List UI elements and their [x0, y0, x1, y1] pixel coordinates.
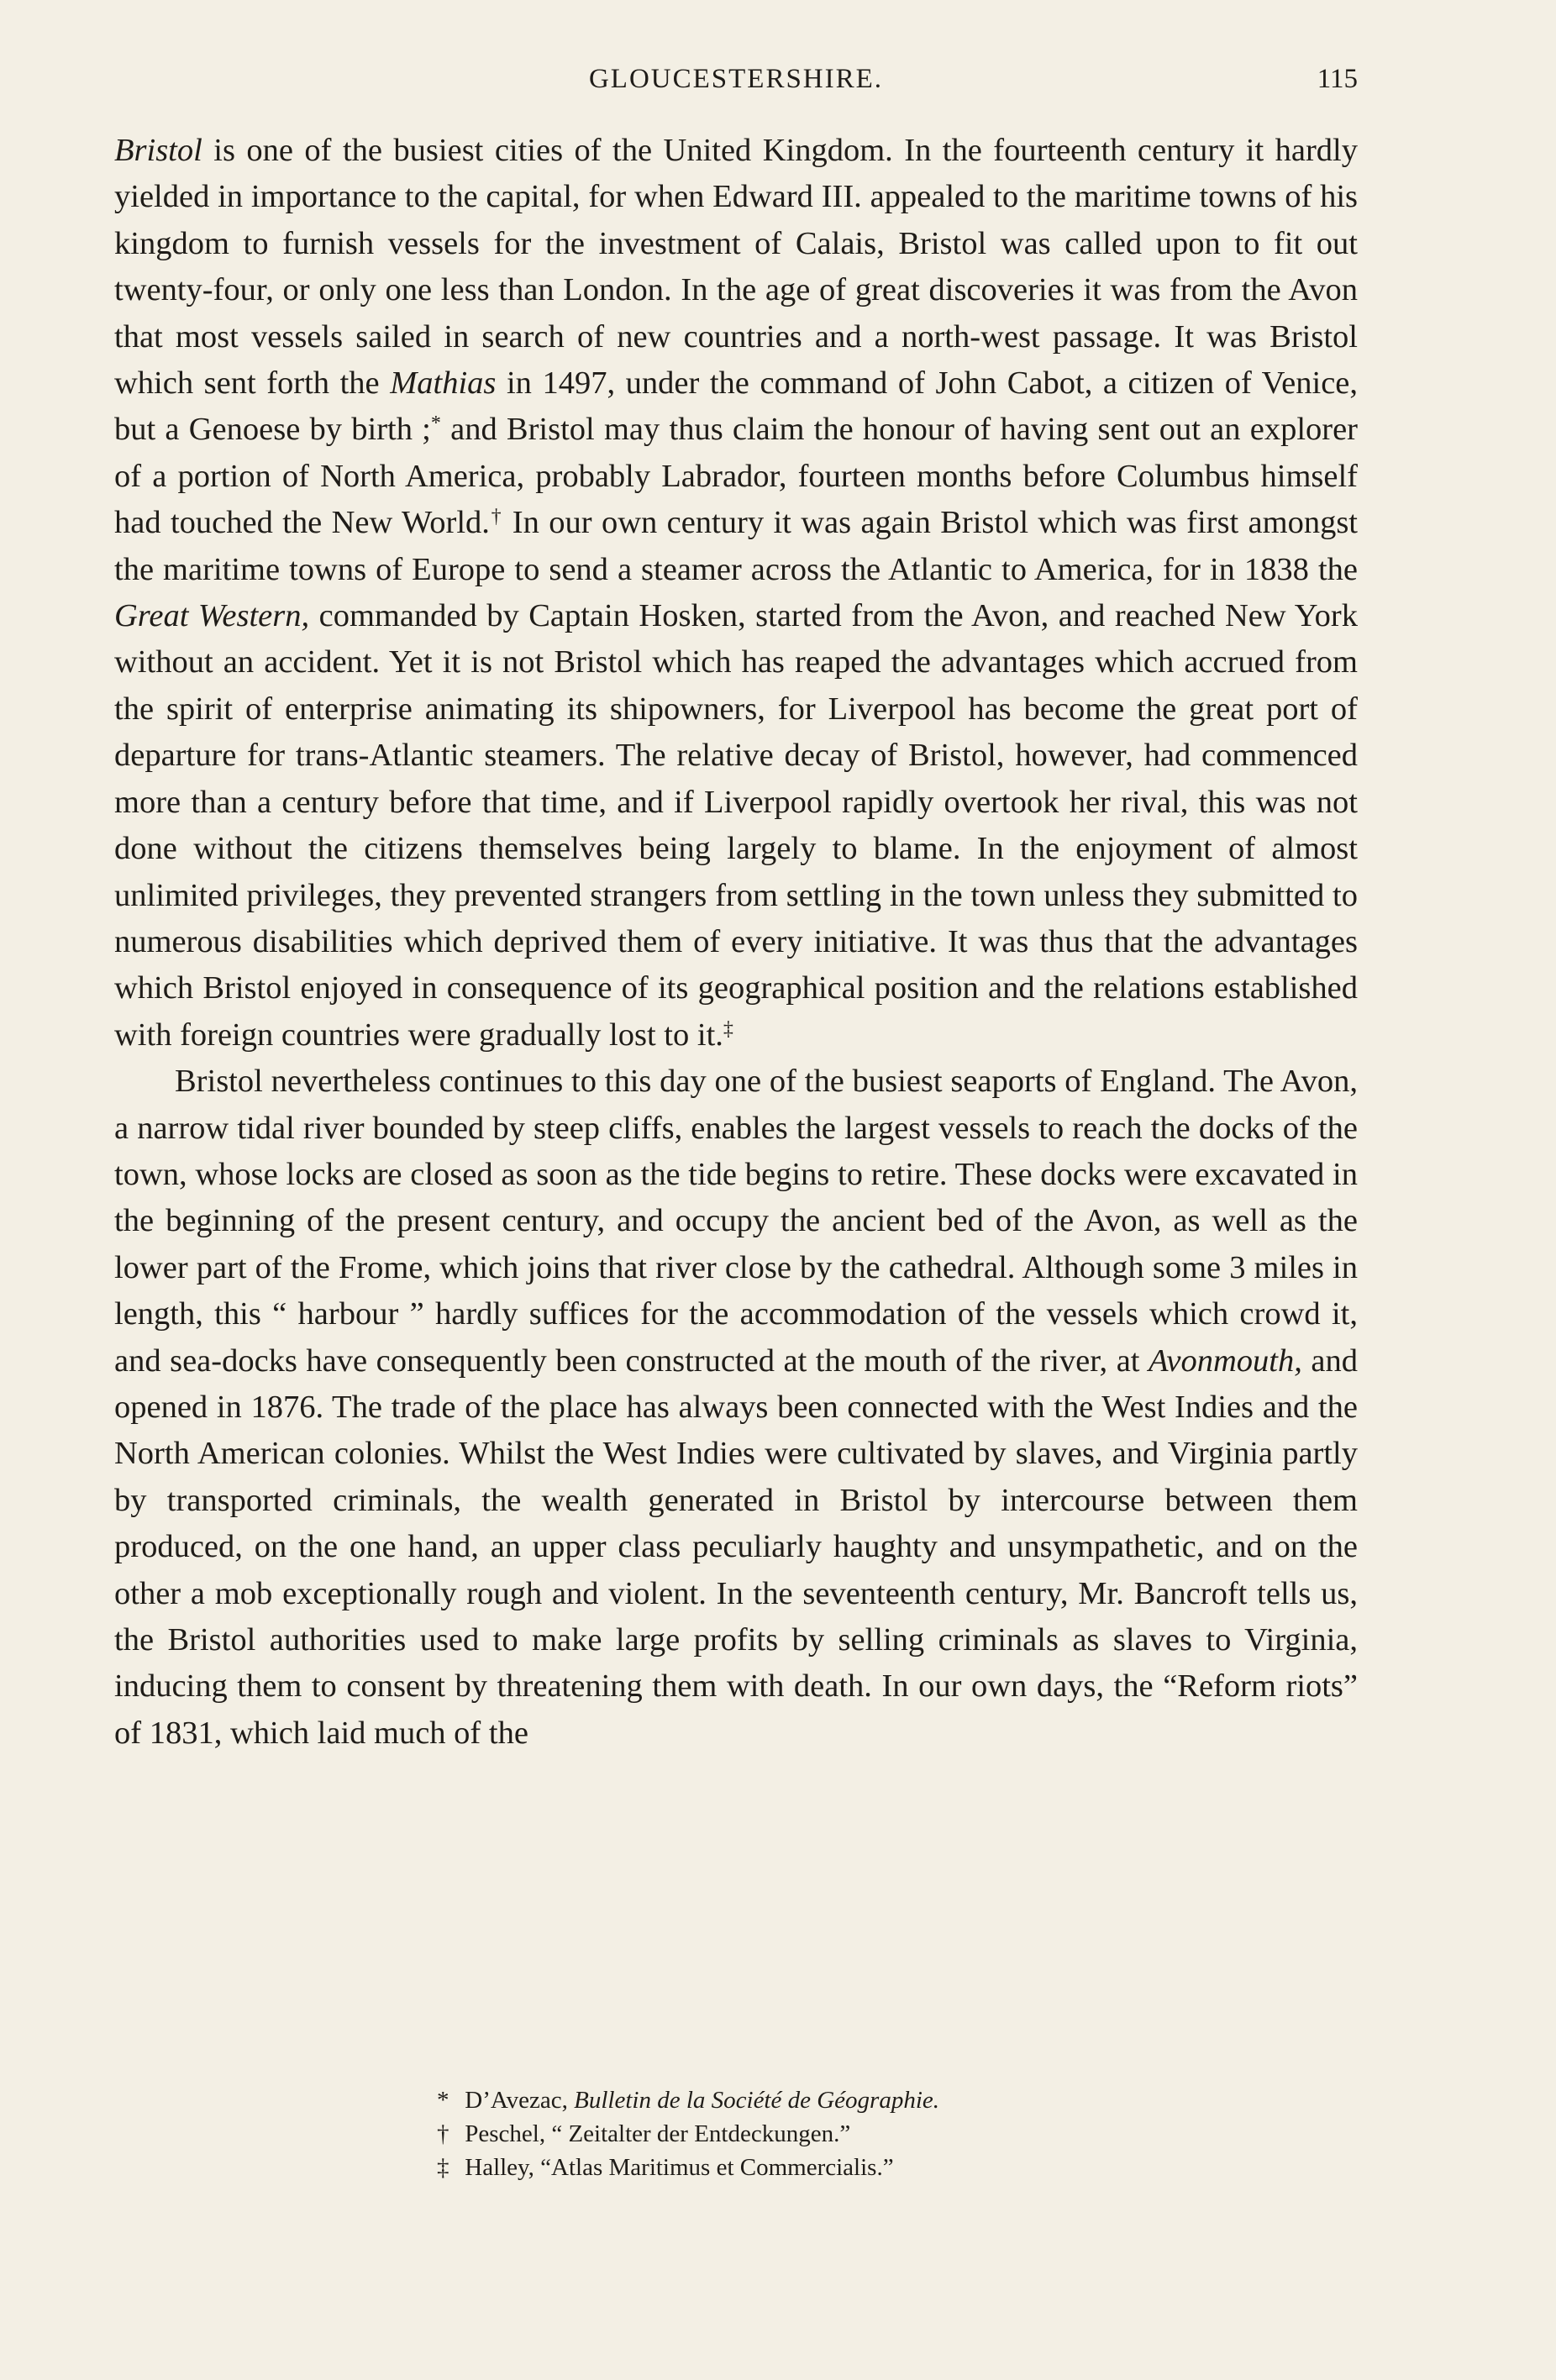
- footnote-work: “Atlas Maritimus et Commercialis.”: [540, 2154, 894, 2181]
- footnote-work: Bulletin de la Société de Géographie.: [574, 2087, 940, 2114]
- footnote-work: “ Zeitalter der Entdeckungen.”: [551, 2120, 851, 2147]
- footnotes: [437, 2083, 1193, 2184]
- paragraph-bristol-history: [114, 128, 1358, 1059]
- page-number: 115: [1317, 64, 1358, 94]
- running-title: GLOUCESTERSHIRE.: [588, 64, 884, 94]
- footnote-mark: *: [437, 2087, 449, 2114]
- place-name-avonmouth: Avonmouth,: [1149, 1342, 1302, 1379]
- paragraph-bristol-seaport: [114, 1059, 1358, 1757]
- paragraph1-text-c: and Bristol may thus claim the honour of having sent out an explorer of a portion of North America, probably Labrador, fourteen months before Columbus himself had touched the New World.: [114, 412, 1359, 541]
- paragraph2-text-a: Bristol nevertheless continues to this day one of the busiest seaports of England. The Avon, a narrow tidal river bounded by steep cliffs, enables the largest vessels to reach the docks of the town, whose locks are closed as soon as the tide begins to retire. These docks were excavated in the beginning of the present century, and occupy the ancient bed of the Avon, as well as the lower part of the Frome, which joins that river close by the cathedral. Although some 3 miles in length, this “ harbour ” hardly suffices for the accommodation of the vessels which crowd it, and sea-docks have consequently been constructed at the mouth of the river, at: [114, 1064, 1358, 1379]
- paragraph1-text-b: in 1497, under the command of John Cabot, a citizen of Venice, but a Genoese by birth ;: [114, 365, 1358, 448]
- paragraph2-text-b: and opened in 1876. The trade of the place has always been connected with the West Indies and the North American colonies. Whilst the West Indies were cultivated by slaves, and Virginia partly by transported criminals, the wealth generated in Bristol by intercourse between them produced, on the one hand, an upper class peculiarly haughty and unsympathetic, and on the other a mob exceptionally rough and violent. In the seventeenth century, Mr. Bancroft tells us, the Bristol authorities used to make large profits by selling criminals as slaves to Virginia, inducing them to consent by threatening them with death. In our own days, the “Reform riots” of 1831, which laid much of the: [114, 1342, 1358, 1751]
- place-name-bristol: Bristol: [114, 133, 202, 168]
- footnote-ref-1: *: [430, 412, 441, 435]
- paragraph1-text-e: commanded by Captain Hosken, started from the Avon, and reached New York without an accident. Yet it is not Bristol which has reaped the advantages which accrued from the spirit of enterprise animating its shipowners, for Liverpool has become the great port of departure for trans-Atlantic steamers. The relative decay of Bristol, however, had commenced more than a century before that time, and if Liverpool rapidly overtook her rival, this was not done without the citizens themselves being largely to blame. In the enjoyment of almost unlimited privileges, they prevented strangers from settling in the town unless they submitted to numerous disabilities which deprived them of every initiative. It was thus that the advantages which Bristol enjoyed in consequence of its geographical position and the relations established with foreign countries were gradually lost to it.: [114, 598, 1358, 1053]
- footnote-mark: †: [437, 2120, 449, 2147]
- footnote-1: [437, 2083, 1193, 2117]
- ship-name-mathias: Mathias: [390, 365, 497, 402]
- footnote-ref-3: ‡: [723, 1017, 733, 1040]
- footnote-author: Halley,: [465, 2154, 534, 2181]
- footnote-3: [437, 2151, 1193, 2184]
- footnote-mark: ‡: [437, 2154, 449, 2181]
- paragraph1-text-d: In our own century it was again Bristol which was first amongst the maritime towns of Europe to send a steamer across the Atlantic to America, for in 1838 the: [114, 505, 1358, 587]
- ship-name-great-western: Great Western,: [114, 598, 310, 634]
- body-text: [114, 128, 1358, 1757]
- running-head: [114, 59, 1358, 101]
- footnote-author: D’Avezac,: [465, 2087, 568, 2114]
- footnote-ref-2: †: [489, 506, 503, 528]
- footnote-author: Peschel,: [465, 2120, 546, 2147]
- paragraph1-text-a: is one of the busiest cities of the United Kingdom. In the fourteenth century it hardly yielded in importance to the capital, for when Edward III. appealed to the maritime towns of his kingdom to furnish vessels for the investment of Calais, Bristol was called upon to fit out twenty-four, or only one less than London. In the age of great discoveries it was from the Avon that most vessels sailed in search of new countries and a north-west passage. It was Bristol which sent forth the: [114, 133, 1358, 402]
- footnote-2: [437, 2117, 1193, 2151]
